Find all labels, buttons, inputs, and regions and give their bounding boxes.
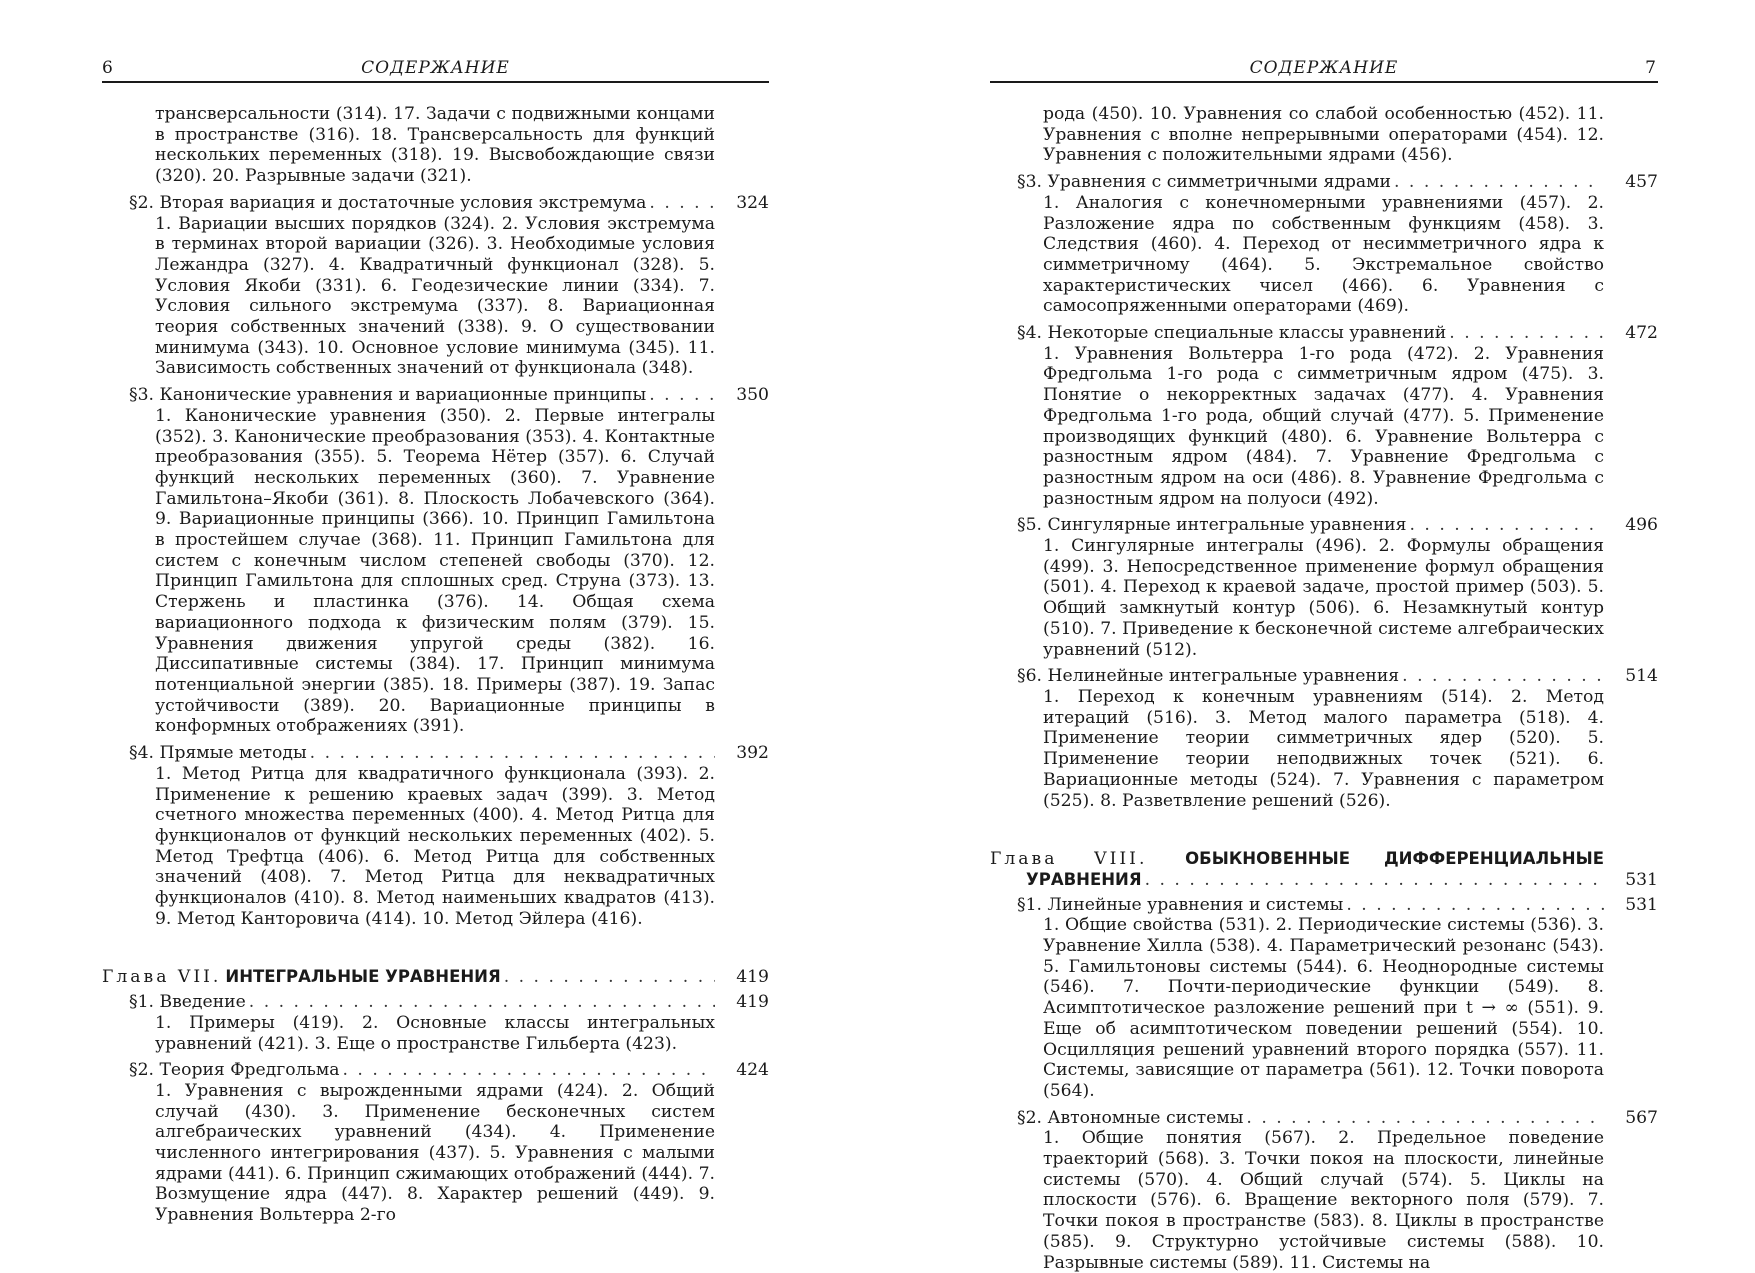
running-title: СОДЕРЖАНИЕ <box>361 58 510 78</box>
section-page: 472 <box>1625 323 1658 344</box>
chapter-title-cont: УРАВНЕНИЯ <box>1026 869 1142 889</box>
toc-column <box>102 104 769 1226</box>
toc-section <box>990 323 1658 509</box>
chapter-heading <box>990 849 1658 890</box>
toc-section <box>990 515 1658 660</box>
section-title: §2. Автономные системы <box>1017 1107 1244 1128</box>
leader-dots <box>649 385 715 406</box>
running-title: СОДЕРЖАНИЕ <box>1249 58 1399 78</box>
leader-dots <box>1246 1108 1604 1129</box>
page-header <box>990 55 1658 83</box>
toc-section <box>990 172 1658 317</box>
chapter-title: ИНТЕГРАЛЬНЫЕ УРАВНЕНИЯ <box>225 967 501 987</box>
page-number: 7 <box>1645 58 1656 78</box>
section-page: 324 <box>736 192 769 213</box>
section-body: 1. Сингулярные интегралы (496). 2. Формулы обращения (499). 3. Непосредственное применение формул обращения (501). 4. Переход к краевой задаче, простой пример (503). 5. Общий замкнутый контур (506). 6. Незамкнутый контур (510). 7. Приведение к бесконечной системе алгебраических уравнений (512). <box>1043 536 1604 660</box>
section-page: 392 <box>736 743 769 764</box>
toc-section <box>990 666 1658 811</box>
chapter-label: Глава VIII. <box>990 849 1148 870</box>
section-page: 424 <box>736 1060 769 1081</box>
chapter-title: ОБЫКНОВЕННЫЕ ДИФФЕРЕНЦИАЛЬНЫЕ <box>1185 849 1604 869</box>
chapter-heading <box>102 967 769 988</box>
toc-section <box>102 1060 769 1226</box>
section-title: §1. Линейные уравнения и системы <box>1017 894 1344 915</box>
section-page: 457 <box>1625 172 1658 193</box>
section-page: 531 <box>1625 894 1658 915</box>
section-body: 1. Переход к конечным уравнениям (514). 2. Метод итераций (516). 3. Метод малого параметра (518). 4. Применение теории симметричных ядер (520). 5. Применение теории неподвижных точек (521). 6. Вариационные методы (524). 7. Уравнения с параметром (525). 8. Разветвление решений (526). <box>1043 686 1604 811</box>
leader-dots <box>1449 323 1604 344</box>
continuation-text: трансверсальности (314). 17. Задачи с подвижными концами в пространстве (316). 18. Трансверсальность для функций нескольких переменных (318). 19. Высвобождающие связи (320). 20. Разрывные задачи (321). <box>155 104 715 187</box>
toc-section <box>102 193 769 379</box>
section-title: §3. Канонические уравнения и вариационные принципы <box>129 385 647 406</box>
leader-dots <box>1394 172 1604 193</box>
leader-dots <box>1402 666 1604 687</box>
toc-section <box>990 895 1658 1102</box>
page-number: 6 <box>102 58 113 78</box>
section-body: 1. Примеры (419). 2. Основные классы интегральных уравнений (421). 3. Еще о пространстве Гильберта (423). <box>155 1012 715 1054</box>
page-header <box>102 55 769 83</box>
leader-dots <box>342 1060 715 1081</box>
toc-section <box>990 1108 1658 1273</box>
section-title: §2. Вторая вариация и достаточные условия экстремума <box>129 192 647 213</box>
section-body: 1. Вариации высших порядков (324). 2. Условия экстремума в терминах второй вариации (326). 3. Необходимые условия Лежандра (327). 4. Квадратичный функционал (328). 5. Условия Якоби (331). 6. Геодезические линии (334). 7. Условия сильного экстремума (337). 8. Вариационная теория собственных значений (338). 9. О существовании минимума (343). 10. Основное условие минимума (345). 11. Зависимость собственных значений от функционала (348). <box>155 213 715 379</box>
section-page: 567 <box>1625 1107 1658 1128</box>
section-title: §4. Прямые методы <box>129 743 307 764</box>
right-page <box>878 0 1755 1273</box>
leader-dots <box>649 193 715 214</box>
section-title: §5. Сингулярные интегральные уравнения <box>1017 515 1407 536</box>
section-body: 1. Уравнения Вольтерра 1-го рода (472). 2. Уравнения Фредгольма 1-го рода с симметричным ядром (475). 3. Понятие о некорректных задачах (477). 4. Уравнения Фредгольма 1-го рода, общий случай (477). 5. Применение производящих функций (480). 6. Уравнение Вольтерра с разностным ядром (484). 7. Уравнение Фредгольма с разностным ядром на оси (486). 8. Уравнение Фредгольма с разностным ядром на полуоси (492). <box>1043 343 1604 509</box>
section-body: 1. Уравнения с вырожденными ядрами (424). 2. Общий случай (430). 3. Применение бесконечных систем алгебраических уравнений (434). 4. Применение численного интегрирования (437). 5. Уравнения с малыми ядрами (441). 6. Принцип сжимающих отображений (444). 7. Возмущение ядра (447). 8. Характер решений (449). 9. Уравнения Вольтерра 2-го <box>155 1080 715 1226</box>
chapter-title-line <box>990 849 1604 870</box>
toc-column <box>990 104 1658 1273</box>
section-body: 1. Метод Ритца для квадратичного функционала (393). 2. Применение к решению краевых задач (399). 3. Метод счетного множества переменных (400). 4. Метод Ритца для функционалов от функций нескольких переменных (402). 5. Метод Трефтца (406). 6. Метод Ритца для собственных значений (408). 7. Метод Ритца для неквадратичных функционалов (410). 8. Метод наименьших квадратов (413). 9. Метод Канторовича (414). 10. Метод Эйлера (416). <box>155 763 715 929</box>
chapter-page: 531 <box>1625 869 1658 890</box>
toc-section <box>102 743 769 929</box>
leader-dots <box>1409 515 1604 536</box>
left-page <box>0 0 877 1240</box>
leader-dots <box>1346 895 1604 916</box>
section-body: 1. Аналогия с конечномерными уравнениями (457). 2. Разложение ядра по собственным функциям (458). 3. Следствия (460). 4. Переход от несимметричного ядра к симметричному (464). 5. Экстремальное свойство характеристических чисел (466). 6. Уравнения с самосопряженными операторами (469). <box>1043 192 1604 317</box>
section-body: 1. Общие понятия (567). 2. Предельное поведение траекторий (568). 3. Точки покоя на плоскости, линейные системы (570). 4. Общий случай (574). 5. Циклы на плоскости (576). 6. Вращение векторного поля (579). 7. Точки покоя в пространстве (583). 8. Циклы в пространстве (585). 9. Структурно устойчивые системы (588). 10. Разрывные системы (589). 11. Системы на <box>1043 1128 1604 1273</box>
leader-dots <box>504 967 715 988</box>
chapter-label: Глава VII. <box>102 967 222 988</box>
section-page: 496 <box>1625 515 1658 536</box>
leader-dots <box>1145 870 1604 891</box>
section-body: 1. Канонические уравнения (350). 2. Первые интегралы (352). 3. Канонические преобразования (353). 4. Контактные преобразования (355). 5. Теорема Нётер (357). 6. Случай функций нескольких переменных (360). 7. Уравнение Гамильтона–Якоби (361). 8. Плоскость Лобачевского (364). 9. Вариационные принципы (366). 10. Принцип Гамильтона в простейшем случае (368). 11. Принцип Гамильтона для систем с конечным числом степеней свободы (370). 12. Принцип Гамильтона для сплошных сред. Струна (373). 13. Стержень и пластинка (376). 14. Общая схема вариационного подхода к физическим полям (379). 15. Уравнения движения упругой среды (382). 16. Диссипативные системы (384). 17. Принцип минимума потенциальной энергии (385). 18. Примеры (387). 19. Запас устойчивости (389). 20. Вариационные принципы в конформных отображениях (391). <box>155 405 715 737</box>
section-page: 514 <box>1625 666 1658 687</box>
section-title: §6. Нелинейные интегральные уравнения <box>1017 666 1400 687</box>
section-title: §2. Теория Фредгольма <box>129 1060 340 1081</box>
leader-dots <box>310 743 715 764</box>
chapter-page: 419 <box>736 967 769 988</box>
continuation-text: рода (450). 10. Уравнения со слабой особенностью (452). 11. Уравнения с вполне непрерывными операторами (454). 12. Уравнения с положительными ядрами (456). <box>1043 104 1604 166</box>
toc-section <box>102 385 769 737</box>
toc-section <box>102 992 769 1054</box>
section-title: §3. Уравнения с симметричными ядрами <box>1017 172 1391 193</box>
section-page: 419 <box>736 992 769 1013</box>
section-title: §4. Некоторые специальные классы уравнений <box>1017 323 1447 344</box>
section-title: §1. Введение <box>129 992 246 1013</box>
section-body: 1. Общие свойства (531). 2. Периодические системы (536). 3. Уравнение Хилла (538). 4. Параметрический резонанс (543). 5. Гамильтоновы системы (544). 6. Неоднородные системы (546). 7. Почти-периодические функции (549). 8. Асимптотическое разложение решений при t → ∞ (551). 9. Еще об асимптотическом поведении решений (554). 10. Осцилляция решений уравнений второго порядка (557). 11. Системы, зависящие от параметра (561). 12. Точки поворота (564). <box>1043 915 1604 1101</box>
leader-dots <box>249 992 715 1013</box>
section-page: 350 <box>736 385 769 406</box>
